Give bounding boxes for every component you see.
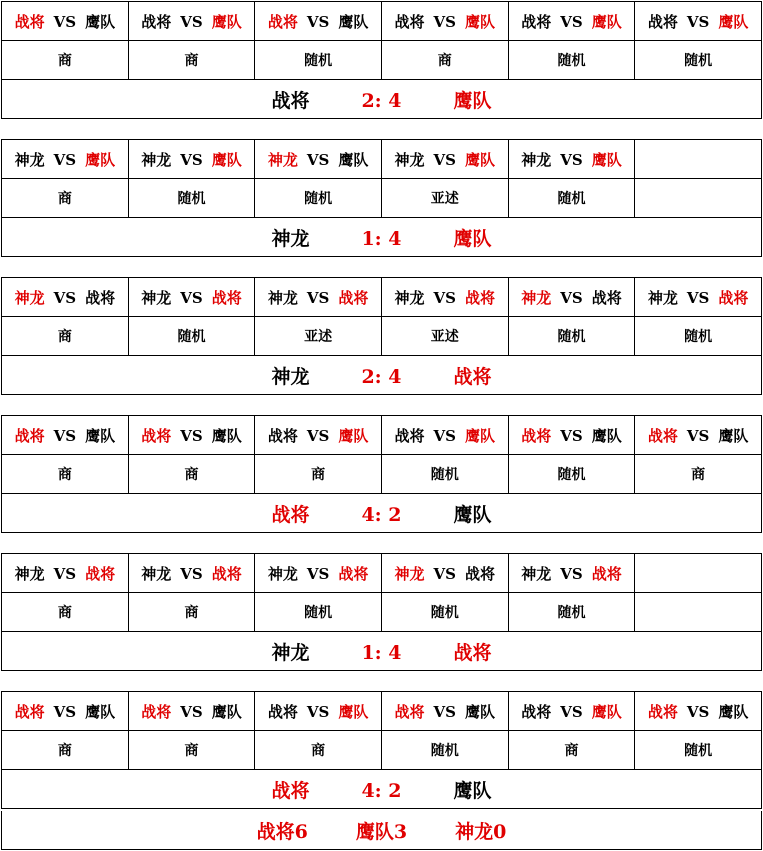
vs-label: VS	[306, 288, 330, 307]
map-cell: 随机	[635, 41, 762, 80]
team-b-name: 战将	[85, 288, 116, 307]
match-cell	[128, 554, 255, 593]
standing-yingdui: 鹰队3	[355, 820, 408, 843]
match-cell	[255, 2, 382, 41]
map-cell: 商	[2, 317, 129, 356]
vs-label: VS	[53, 288, 77, 307]
map-cell: 商	[2, 593, 129, 632]
match-row	[2, 554, 762, 593]
team-a-name: 神龙	[521, 288, 552, 307]
vs-label: VS	[433, 426, 457, 445]
vs-label: VS	[180, 564, 203, 583]
match-cell	[508, 140, 635, 179]
vs-label: VS	[306, 702, 330, 721]
team-b-name: 战将	[718, 288, 749, 307]
map-cell: 随机	[255, 41, 382, 80]
team-b-name: 鹰队	[85, 702, 116, 721]
result-team-b: 战将	[453, 641, 492, 664]
result-team-a: 战将	[271, 779, 310, 802]
match-cell	[2, 692, 129, 731]
map-cell: 随机	[255, 593, 382, 632]
match-row	[2, 416, 762, 455]
map-row	[2, 41, 762, 80]
series-table-1	[1, 1, 762, 119]
match-cell	[255, 140, 382, 179]
team-a-name: 战将	[521, 12, 552, 31]
final-standings-row	[1, 811, 762, 850]
series-result	[2, 356, 762, 395]
standing-zhanjiang: 战将6	[256, 820, 308, 843]
series-table-6	[1, 691, 762, 809]
team-b-name: 战将	[85, 564, 116, 583]
vs-label: VS	[686, 12, 710, 31]
map-cell: 随机	[635, 317, 762, 356]
vs-label: VS	[306, 426, 330, 445]
vs-label: VS	[560, 426, 583, 445]
team-b-name: 鹰队	[591, 702, 622, 721]
match-row	[2, 692, 762, 731]
map-cell: 商	[508, 731, 635, 770]
vs-label: VS	[180, 288, 203, 307]
vs-label: VS	[180, 12, 203, 31]
team-a-name: 神龙	[267, 150, 298, 169]
series-result	[2, 80, 762, 119]
team-a-name: 战将	[141, 426, 172, 445]
vs-label: VS	[180, 426, 203, 445]
map-row	[2, 731, 762, 770]
match-cell	[255, 692, 382, 731]
result-team-a: 神龙	[271, 641, 310, 664]
match-cell	[635, 2, 762, 41]
team-a-name: 神龙	[394, 564, 425, 583]
team-a-name: 战将	[14, 12, 45, 31]
match-cell	[128, 416, 255, 455]
map-cell: 商	[2, 41, 129, 80]
vs-label: VS	[306, 150, 330, 169]
map-cell: 商	[128, 41, 255, 80]
vs-label: VS	[560, 564, 583, 583]
result-score: 1: 4	[361, 641, 402, 664]
team-a-name: 战将	[14, 426, 45, 445]
team-a-name: 神龙	[14, 564, 45, 583]
map-cell: 随机	[128, 179, 255, 218]
vs-label: VS	[686, 702, 710, 721]
vs-label: VS	[180, 702, 203, 721]
team-b-name: 鹰队	[591, 12, 622, 31]
team-a-name: 战将	[647, 702, 678, 721]
vs-label: VS	[53, 702, 77, 721]
result-score: 4: 2	[361, 503, 402, 526]
team-a-name: 战将	[267, 426, 298, 445]
team-a-name: 战将	[394, 702, 425, 721]
series-result	[2, 770, 762, 809]
map-cell: 随机	[508, 179, 635, 218]
series-result	[2, 632, 762, 671]
result-team-a: 战将	[271, 89, 310, 112]
map-cell: 随机	[635, 731, 762, 770]
map-cell: 随机	[255, 179, 382, 218]
team-b-name: 鹰队	[465, 12, 496, 31]
team-b-name: 鹰队	[211, 702, 242, 721]
team-b-name: 鹰队	[85, 150, 116, 169]
match-cell	[508, 416, 635, 455]
team-b-name: 鹰队	[465, 150, 496, 169]
team-b-name: 鹰队	[211, 12, 242, 31]
map-cell: 商	[128, 593, 255, 632]
team-a-name: 战将	[647, 12, 678, 31]
map-cell: 商	[2, 179, 129, 218]
team-b-name: 鹰队	[211, 150, 242, 169]
team-a-name: 战将	[141, 12, 172, 31]
result-score: 4: 2	[361, 779, 402, 802]
map-cell: 亚述	[381, 317, 508, 356]
result-team-b: 鹰队	[453, 503, 492, 526]
result-score: 1: 4	[361, 227, 402, 250]
team-b-name: 鹰队	[718, 702, 749, 721]
team-a-name: 战将	[14, 702, 45, 721]
team-b-name: 鹰队	[718, 12, 749, 31]
map-cell: 随机	[128, 317, 255, 356]
map-cell: 商	[2, 731, 129, 770]
team-a-name: 神龙	[267, 564, 298, 583]
map-cell: 商	[128, 731, 255, 770]
vs-label: VS	[433, 150, 457, 169]
match-cell	[635, 278, 762, 317]
match-cell	[635, 554, 762, 593]
result-team-a: 神龙	[271, 227, 310, 250]
team-b-name: 鹰队	[338, 702, 369, 721]
vs-label: VS	[433, 288, 457, 307]
vs-label: VS	[53, 426, 77, 445]
match-cell	[381, 2, 508, 41]
match-cell	[2, 278, 129, 317]
map-cell: 商	[255, 455, 382, 494]
map-cell: 随机	[508, 41, 635, 80]
team-b-name: 鹰队	[338, 12, 369, 31]
result-row	[2, 80, 762, 119]
series-result	[2, 494, 762, 533]
team-b-name: 鹰队	[465, 702, 496, 721]
result-row	[2, 218, 762, 257]
match-cell	[255, 278, 382, 317]
vs-label: VS	[560, 150, 583, 169]
vs-label: VS	[560, 702, 583, 721]
match-cell	[381, 416, 508, 455]
map-row	[2, 455, 762, 494]
team-a-name: 战将	[647, 426, 678, 445]
team-b-name: 鹰队	[85, 12, 116, 31]
series-table-3	[1, 277, 762, 395]
map-cell: 亚述	[255, 317, 382, 356]
team-a-name: 神龙	[14, 150, 45, 169]
map-row	[2, 317, 762, 356]
match-cell	[2, 2, 129, 41]
match-cell	[2, 140, 129, 179]
match-cell	[128, 140, 255, 179]
team-a-name: 神龙	[394, 150, 425, 169]
vs-label: VS	[433, 12, 457, 31]
match-cell	[635, 692, 762, 731]
vs-label: VS	[180, 150, 203, 169]
team-a-name: 神龙	[394, 288, 425, 307]
team-a-name: 神龙	[14, 288, 45, 307]
map-cell: 商	[2, 455, 129, 494]
team-a-name: 神龙	[647, 288, 678, 307]
map-row	[2, 179, 762, 218]
team-b-name: 战将	[465, 288, 496, 307]
match-cell	[508, 2, 635, 41]
match-row	[2, 278, 762, 317]
team-a-name: 战将	[521, 702, 552, 721]
map-cell: 商	[255, 731, 382, 770]
vs-label: VS	[433, 564, 457, 583]
result-team-b: 鹰队	[453, 779, 492, 802]
result-row	[2, 770, 762, 809]
result-team-a: 神龙	[271, 365, 310, 388]
team-a-name: 战将	[521, 426, 552, 445]
team-b-name: 鹰队	[211, 426, 242, 445]
vs-label: VS	[560, 288, 583, 307]
series-table-5	[1, 553, 762, 671]
map-cell: 随机	[508, 593, 635, 632]
result-row	[2, 356, 762, 395]
team-a-name: 战将	[394, 12, 425, 31]
map-cell: 随机	[508, 455, 635, 494]
team-b-name: 战将	[338, 288, 369, 307]
match-cell	[508, 692, 635, 731]
team-b-name: 鹰队	[338, 150, 369, 169]
result-row	[2, 494, 762, 533]
match-row	[2, 140, 762, 179]
team-a-name: 战将	[267, 12, 298, 31]
team-b-name: 鹰队	[85, 426, 116, 445]
vs-label: VS	[53, 150, 77, 169]
result-team-b: 鹰队	[453, 89, 492, 112]
match-cell	[255, 416, 382, 455]
map-cell: 商	[635, 455, 762, 494]
team-b-name: 鹰队	[591, 426, 622, 445]
map-cell	[635, 593, 762, 632]
match-cell	[635, 416, 762, 455]
team-b-name: 鹰队	[591, 150, 622, 169]
series-result	[2, 218, 762, 257]
map-cell: 随机	[381, 455, 508, 494]
match-cell	[381, 278, 508, 317]
vs-label: VS	[306, 564, 330, 583]
result-score: 2: 4	[361, 89, 402, 112]
team-a-name: 神龙	[521, 150, 552, 169]
vs-label: VS	[306, 12, 330, 31]
team-a-name: 神龙	[141, 564, 172, 583]
team-a-name: 神龙	[141, 150, 172, 169]
team-b-name: 战将	[591, 564, 622, 583]
series-table-2	[1, 139, 762, 257]
team-b-name: 战将	[338, 564, 369, 583]
result-row	[2, 632, 762, 671]
vs-label: VS	[686, 426, 710, 445]
vs-label: VS	[433, 702, 457, 721]
match-cell	[381, 692, 508, 731]
team-b-name: 鹰队	[465, 426, 496, 445]
match-cell	[255, 554, 382, 593]
team-b-name: 战将	[465, 564, 496, 583]
result-team-b: 鹰队	[453, 227, 492, 250]
map-cell: 随机	[381, 593, 508, 632]
team-b-name: 战将	[211, 564, 242, 583]
match-cell	[128, 2, 255, 41]
map-cell: 商	[128, 455, 255, 494]
map-cell: 随机	[381, 731, 508, 770]
team-a-name: 神龙	[521, 564, 552, 583]
map-cell: 亚述	[381, 179, 508, 218]
result-team-a: 战将	[271, 503, 310, 526]
match-cell	[128, 692, 255, 731]
match-cell	[381, 140, 508, 179]
series-table-4	[1, 415, 762, 533]
map-cell: 随机	[508, 317, 635, 356]
match-cell	[508, 554, 635, 593]
standing-shenlong: 神龙0	[455, 820, 507, 843]
team-b-name: 鹰队	[718, 426, 749, 445]
team-a-name: 战将	[267, 702, 298, 721]
team-b-name: 战将	[591, 288, 622, 307]
match-cell	[2, 554, 129, 593]
map-cell	[635, 179, 762, 218]
vs-label: VS	[53, 564, 77, 583]
map-row	[2, 593, 762, 632]
result-team-b: 战将	[453, 365, 492, 388]
map-cell: 商	[381, 41, 508, 80]
match-cell	[128, 278, 255, 317]
team-b-name: 战将	[211, 288, 242, 307]
vs-label: VS	[53, 12, 77, 31]
team-a-name: 战将	[141, 702, 172, 721]
match-cell	[381, 554, 508, 593]
vs-label: VS	[560, 12, 583, 31]
team-a-name: 神龙	[267, 288, 298, 307]
vs-label: VS	[686, 288, 710, 307]
match-row	[2, 2, 762, 41]
team-a-name: 战将	[394, 426, 425, 445]
match-cell	[635, 140, 762, 179]
match-cell	[508, 278, 635, 317]
match-cell	[2, 416, 129, 455]
team-b-name: 鹰队	[338, 426, 369, 445]
team-a-name: 神龙	[141, 288, 172, 307]
result-score: 2: 4	[361, 365, 402, 388]
